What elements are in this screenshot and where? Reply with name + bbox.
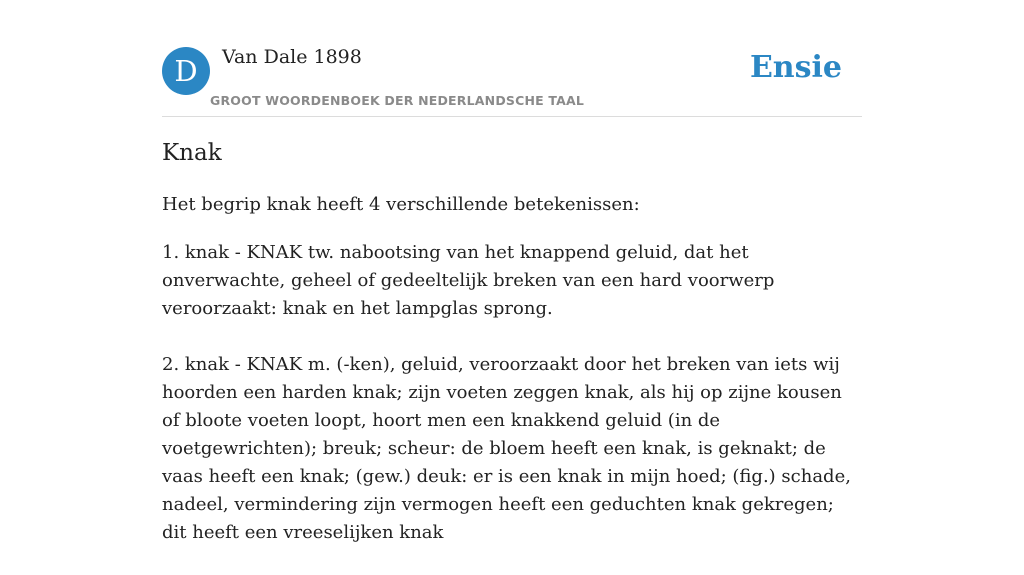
page-title: Knak xyxy=(162,140,222,166)
content-container xyxy=(162,0,862,543)
definition-item: 1. knak - KNAK tw. nabootsing van het knappend geluid, dat het onverwachte, geheel of gedeeltelijk breken van een hard voorwerp veroorzaakt: knak en het lampglas sprong. xyxy=(162,242,775,319)
header xyxy=(162,0,862,117)
source-title[interactable]: Van Dale 1898 xyxy=(222,46,362,68)
intro-text: Het begrip knak heeft 4 verschillende betekenissen: xyxy=(162,194,640,215)
source-logo-icon[interactable]: D xyxy=(162,47,210,95)
source-subtitle: GROOT WOORDENBOEK DER NEDERLANDSCHE TAAL xyxy=(210,93,585,108)
brand-logo-link[interactable]: Ensie xyxy=(749,50,842,85)
definition-item: 2. knak - KNAK m. (-ken), geluid, veroorzaakt door het breken van iets wij hoorden een harden knak; zijn voeten zeggen knak, als hij op zijne kousen of bloote voeten loopt, hoort men een knakkend geluid (in de voetgewrichten); breuk; scheur: de bloem heeft een knak, is geknakt; de vaas heeft een knak; (gew.) deuk: er is een knak in mijn hoed; (fig.) schade, nadeel, vermindering zijn vermogen heeft een geduchten knak gekregen; dit heeft een vreeselijken knak xyxy=(162,354,851,543)
definitions-list xyxy=(162,239,862,575)
